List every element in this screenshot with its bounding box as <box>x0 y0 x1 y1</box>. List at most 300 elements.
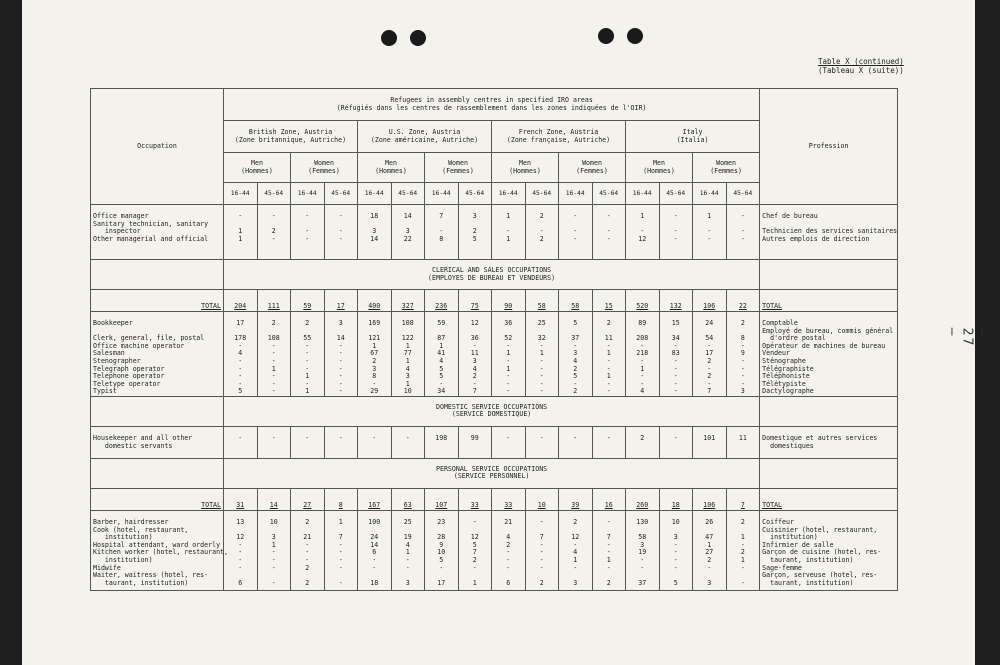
data-value <box>528 443 557 451</box>
data-value: 12 <box>638 234 647 243</box>
data-value: 4 <box>439 356 444 365</box>
data-value: - <box>338 372 343 381</box>
section-name-fr: (SERVICE PERSONNEL) <box>453 472 530 481</box>
occupation-line: Clerk, general, file, postal <box>93 334 205 343</box>
data-value: - <box>338 349 343 358</box>
data-value: - <box>640 341 645 350</box>
data-value: - <box>271 578 276 587</box>
data-value: - <box>640 555 645 564</box>
women-label-fr: (Femmes) <box>442 166 474 175</box>
data-value: 1 <box>573 555 578 564</box>
zone-name-en: Italy <box>682 127 703 136</box>
data-value: - <box>740 379 745 388</box>
data-value: - <box>238 540 243 549</box>
data-value: - <box>506 227 511 236</box>
age-group-45-64: 45-64 <box>525 183 559 205</box>
data-value: 3 <box>271 533 276 542</box>
data-value: - <box>740 540 745 549</box>
data-value: 1 <box>506 212 511 220</box>
data-column-cell <box>291 426 325 458</box>
data-value: 1 <box>405 379 410 388</box>
age-group-16-44: 16-44 <box>559 183 593 205</box>
data-value: 5 <box>238 387 243 396</box>
profession-line: taurant, institution) <box>762 578 854 587</box>
profession-line: Opérateur de machines de bureau <box>762 341 886 350</box>
data-value: 1 <box>740 555 745 564</box>
data-value: 1 <box>506 234 511 243</box>
total-value: 27 <box>303 501 312 510</box>
data-value: 2 <box>707 555 712 564</box>
total-label: TOTAL <box>201 501 221 510</box>
age-group-45-64: 45-64 <box>659 183 693 205</box>
total-value: 400 <box>368 302 381 311</box>
data-value: - <box>539 548 544 557</box>
data-value: 21 <box>504 517 513 526</box>
occupation-line: inspector <box>93 227 141 236</box>
data-value: 1 <box>606 349 611 358</box>
data-value: - <box>238 341 243 350</box>
total-cell <box>659 488 693 510</box>
data-value: - <box>673 540 678 549</box>
data-value: - <box>506 372 511 381</box>
zone-name-fr: (Zone britannique, Autriche) <box>234 135 347 144</box>
data-value: 101 <box>703 433 716 442</box>
data-value: 24 <box>370 533 379 542</box>
profession-line: domestiques <box>762 441 814 450</box>
data-value: 3 <box>472 212 477 220</box>
data-value: 4 <box>405 540 410 549</box>
total-cell <box>391 488 425 510</box>
data-value: 89 <box>638 319 647 327</box>
data-value <box>494 443 523 451</box>
total-cell <box>592 488 626 510</box>
data-value: - <box>673 548 678 557</box>
data-value: 3 <box>405 227 410 236</box>
data-value: 5 <box>573 319 578 327</box>
age-group-45-64: 45-64 <box>324 183 358 205</box>
total-cell <box>726 290 760 312</box>
data-value: 1 <box>539 349 544 358</box>
data-value: - <box>740 341 745 350</box>
data-value: 1 <box>506 349 511 358</box>
data-value: 14 <box>336 334 345 343</box>
data-column-cell <box>391 510 425 590</box>
data-value <box>561 443 590 451</box>
data-column-cell <box>358 426 392 458</box>
women-label-en: Women <box>314 158 334 167</box>
data-column-cell <box>358 510 392 590</box>
data-value: 122 <box>401 334 414 343</box>
profession-line: Domestique et autres services <box>762 433 878 442</box>
data-value: 2 <box>271 227 276 236</box>
data-value: 3 <box>707 578 712 587</box>
women-label-en: Women <box>582 158 602 167</box>
data-column-cell <box>525 510 559 590</box>
data-value: 1 <box>740 533 745 542</box>
occupation-line: domestic servants <box>93 441 173 450</box>
data-value: - <box>606 234 611 243</box>
data-value: 14 <box>403 212 412 220</box>
zone-header <box>492 121 626 153</box>
data-column-cell <box>324 510 358 590</box>
data-value: - <box>673 379 678 388</box>
data-value: 2 <box>707 356 712 365</box>
data-value: - <box>606 563 611 572</box>
women-header <box>693 153 760 183</box>
total-value: 63 <box>403 501 412 510</box>
data-value: - <box>539 356 544 365</box>
data-value: - <box>573 234 578 243</box>
total-cell <box>525 290 559 312</box>
age-group-16-44: 16-44 <box>693 183 727 205</box>
data-value: 108 <box>267 334 280 343</box>
data-value: 67 <box>370 349 379 358</box>
data-value: - <box>606 387 611 396</box>
age-group-45-64: 45-64 <box>726 183 760 205</box>
data-value: - <box>338 234 343 243</box>
data-value: - <box>338 578 343 587</box>
data-value: - <box>305 234 310 243</box>
data-column-cell <box>425 510 459 590</box>
data-column-cell <box>458 312 492 397</box>
data-value: 4 <box>238 349 243 358</box>
total-cell <box>693 290 727 312</box>
data-value: - <box>707 227 712 236</box>
data-value: 27 <box>705 548 714 557</box>
total-value: 204 <box>234 302 247 311</box>
data-value: 2 <box>606 319 611 327</box>
profession-line: Cuisinier (hotel, restaurant, <box>762 525 878 534</box>
data-column-cell <box>391 312 425 397</box>
data-column-cell <box>425 426 459 458</box>
data-column-cell <box>659 312 693 397</box>
total-value: 260 <box>636 501 649 510</box>
data-value: - <box>271 433 276 442</box>
data-value: - <box>539 517 544 526</box>
data-value: 17 <box>437 578 446 587</box>
occupation-line: Other managerial and official <box>93 234 209 243</box>
data-value: - <box>539 540 544 549</box>
data-value: - <box>506 387 511 396</box>
data-value: 59 <box>437 319 446 327</box>
occupation-line: Waiter, waitress (hotel, res- <box>93 571 209 580</box>
data-column-cell <box>291 205 325 260</box>
data-value: 3 <box>573 349 578 358</box>
data-value: 2 <box>573 517 578 526</box>
total-row-prof-cell <box>760 488 898 510</box>
data-value: 100 <box>368 517 381 526</box>
profession-line: Garçon, serveuse (hotel, res- <box>762 571 878 580</box>
data-value: - <box>238 555 243 564</box>
data-value: 1 <box>305 387 310 396</box>
age-group-16-44: 16-44 <box>291 183 325 205</box>
data-value: 7 <box>606 533 611 542</box>
data-value: 5 <box>573 372 578 381</box>
men-label-en: Men <box>519 158 531 167</box>
profession-line: Sténographe <box>762 356 806 365</box>
section-spacer <box>760 260 898 290</box>
data-value: 1 <box>405 341 410 350</box>
data-column-cell <box>726 205 760 260</box>
data-value: - <box>238 364 243 373</box>
total-value: 8 <box>338 501 343 510</box>
data-value: - <box>640 379 645 388</box>
data-value: 37 <box>571 334 580 343</box>
zone-name-fr: (Zone française, Autriche) <box>506 135 611 144</box>
total-cell <box>358 488 392 510</box>
men-label-fr: (Hommes) <box>375 166 407 175</box>
section-header <box>224 458 760 488</box>
data-value: - <box>271 356 276 365</box>
data-value: - <box>606 548 611 557</box>
data-value: - <box>740 227 745 236</box>
data-column-cell <box>358 312 392 397</box>
data-value: - <box>372 555 377 564</box>
occupation-line: Housekeeper and all other <box>93 433 193 442</box>
total-prof-label: TOTAL <box>762 302 783 311</box>
data-value: 218 <box>636 349 649 358</box>
total-row-label-cell <box>91 290 224 312</box>
occupation-line: Telephone operator <box>93 372 165 381</box>
profession-line: Comptable <box>762 319 798 327</box>
data-column-cell <box>257 312 291 397</box>
occupation-line: taurant, institution) <box>93 578 189 587</box>
data-value: 5 <box>472 540 477 549</box>
total-cell <box>257 290 291 312</box>
data-value: 4 <box>573 356 578 365</box>
men-label-fr: (Hommes) <box>241 166 273 175</box>
total-cell <box>726 488 760 510</box>
occupation-line: Kitchen worker (hotel, restaurant, <box>93 548 228 557</box>
occupation-line: institution) <box>93 555 153 564</box>
data-value: 5 <box>439 555 444 564</box>
men-label-en: Men <box>251 158 263 167</box>
data-value: 14 <box>370 540 379 549</box>
data-value: 1 <box>606 555 611 564</box>
data-value: 1 <box>707 540 712 549</box>
data-column-cell <box>291 312 325 397</box>
data-value: - <box>405 555 410 564</box>
data-value <box>729 443 758 451</box>
data-value: 6 <box>506 578 511 587</box>
data-value: - <box>271 341 276 350</box>
data-value: 1 <box>372 341 377 350</box>
total-value: 10 <box>537 501 546 510</box>
data-value: 19 <box>403 533 412 542</box>
statistics-table <box>90 88 898 591</box>
data-value <box>662 443 691 451</box>
data-value: 6 <box>372 548 377 557</box>
data-value: 9 <box>740 349 745 358</box>
data-value: 29 <box>370 387 379 396</box>
occupation-list <box>91 312 224 397</box>
women-label-fr: (Femmes) <box>576 166 608 175</box>
data-value: - <box>606 379 611 388</box>
data-value: - <box>740 212 745 220</box>
data-value: - <box>506 563 511 572</box>
data-value: 2 <box>305 578 310 587</box>
data-value: - <box>439 379 444 388</box>
table-title <box>224 89 760 121</box>
data-value: 8 <box>439 234 444 243</box>
data-value: - <box>472 517 477 526</box>
data-value: 10 <box>269 517 278 526</box>
data-value: 7 <box>472 548 477 557</box>
data-value: 3 <box>372 364 377 373</box>
data-value: - <box>271 387 276 396</box>
data-value: - <box>539 364 544 373</box>
total-cell <box>693 488 727 510</box>
occupation-line: Typist <box>93 387 117 396</box>
data-value: 1 <box>439 341 444 350</box>
data-value <box>360 443 389 451</box>
men-header <box>626 153 693 183</box>
data-column-cell <box>659 426 693 458</box>
data-value: - <box>271 548 276 557</box>
age-group-45-64: 45-64 <box>592 183 626 205</box>
data-value: 1 <box>238 234 243 243</box>
zone-name-fr: (Zone américaine, Autriche) <box>370 135 479 144</box>
men-label-en: Men <box>385 158 397 167</box>
data-value: - <box>707 234 712 243</box>
data-value: - <box>305 364 310 373</box>
data-value: - <box>338 212 343 220</box>
table-reference-fr: (Tableau X (suite)) <box>818 66 904 75</box>
data-column-cell <box>224 312 258 397</box>
data-value: 4 <box>472 364 477 373</box>
profession-line: Télétypiste <box>762 379 806 388</box>
data-value: 24 <box>705 319 714 327</box>
section-name-fr: (SERVICE DOMESTIQUE) <box>451 410 532 419</box>
data-value: 2 <box>472 555 477 564</box>
data-value: - <box>573 433 578 442</box>
age-group-16-44: 16-44 <box>492 183 526 205</box>
age-group-16-44: 16-44 <box>224 183 258 205</box>
data-value: 2 <box>740 319 745 327</box>
data-value: - <box>338 563 343 572</box>
data-value <box>695 443 724 451</box>
occupation-list <box>91 426 224 458</box>
data-value: 8 <box>740 334 745 343</box>
data-value: 36 <box>504 319 513 327</box>
men-header <box>224 153 291 183</box>
zone-header <box>626 121 760 153</box>
data-value: 2 <box>372 356 377 365</box>
data-value: - <box>305 540 310 549</box>
data-value: 2 <box>305 563 310 572</box>
data-value: - <box>539 563 544 572</box>
total-cell <box>492 488 526 510</box>
data-value: 52 <box>504 334 513 343</box>
data-value <box>226 443 255 451</box>
occupation-line: Teletype operator <box>93 379 161 388</box>
data-column-cell <box>592 426 626 458</box>
data-value: - <box>673 555 678 564</box>
data-value: 198 <box>435 433 448 442</box>
data-value: 7 <box>707 387 712 396</box>
data-column-cell <box>626 510 660 590</box>
data-value: 3 <box>640 540 645 549</box>
data-value: - <box>506 341 511 350</box>
profession-line: Autres emplois de direction <box>762 234 870 243</box>
data-value: 1 <box>640 364 645 373</box>
data-value: 13 <box>236 517 245 526</box>
data-value: 2 <box>539 578 544 587</box>
data-value: 87 <box>437 334 446 343</box>
total-prof-label: TOTAL <box>762 501 783 510</box>
total-cell <box>224 290 258 312</box>
data-value <box>427 443 456 451</box>
women-label-fr: (Femmes) <box>710 166 742 175</box>
data-column-cell <box>726 510 760 590</box>
total-row-prof-cell <box>760 290 898 312</box>
occupation-line: Office manager <box>93 212 149 220</box>
profession-line: Dactylographe <box>762 387 814 396</box>
data-column-cell <box>592 510 626 590</box>
profession-header: Profession <box>760 89 898 205</box>
data-value: - <box>305 227 310 236</box>
occupation-line: Midwife <box>93 563 121 572</box>
data-value: - <box>238 433 243 442</box>
profession-line: Sage-femme <box>762 563 802 572</box>
data-value: 1 <box>405 356 410 365</box>
total-value: 58 <box>537 302 546 311</box>
data-value: 2 <box>573 364 578 373</box>
total-cell <box>626 488 660 510</box>
data-value <box>293 443 322 451</box>
total-cell <box>559 488 593 510</box>
data-value: 5 <box>472 234 477 243</box>
total-cell <box>358 290 392 312</box>
women-label-en: Women <box>448 158 468 167</box>
data-value: - <box>539 433 544 442</box>
data-value: 83 <box>671 349 680 358</box>
data-column-cell <box>324 205 358 260</box>
total-value: 107 <box>435 501 448 510</box>
total-cell <box>458 488 492 510</box>
occupation-line: Telegraph operator <box>93 364 165 373</box>
data-value: 7 <box>338 533 343 542</box>
data-value: 4 <box>573 548 578 557</box>
data-value: - <box>506 548 511 557</box>
data-value: 15 <box>671 319 680 327</box>
data-value: 7 <box>472 387 477 396</box>
total-cell <box>492 290 526 312</box>
data-column-cell <box>224 510 258 590</box>
data-column-cell <box>726 426 760 458</box>
data-column-cell <box>224 426 258 458</box>
total-value: 7 <box>740 501 745 510</box>
total-cell <box>659 290 693 312</box>
total-value: 90 <box>504 302 513 311</box>
women-label-en: Women <box>716 158 736 167</box>
data-value: - <box>606 227 611 236</box>
total-value: 16 <box>604 501 613 510</box>
data-value: 1 <box>707 212 712 220</box>
occupation-header: Occupation <box>91 89 224 205</box>
data-column-cell <box>492 205 526 260</box>
data-value: 3 <box>472 356 477 365</box>
men-header <box>358 153 425 183</box>
occupation-line: Office machine operator <box>93 341 185 350</box>
total-value: 520 <box>636 302 649 311</box>
zone-header <box>224 121 358 153</box>
data-value: 178 <box>234 334 247 343</box>
total-value: 327 <box>401 302 414 311</box>
zone-name-en: U.S. Zone, Austria <box>388 127 461 136</box>
data-value: - <box>372 433 377 442</box>
data-value: - <box>640 356 645 365</box>
